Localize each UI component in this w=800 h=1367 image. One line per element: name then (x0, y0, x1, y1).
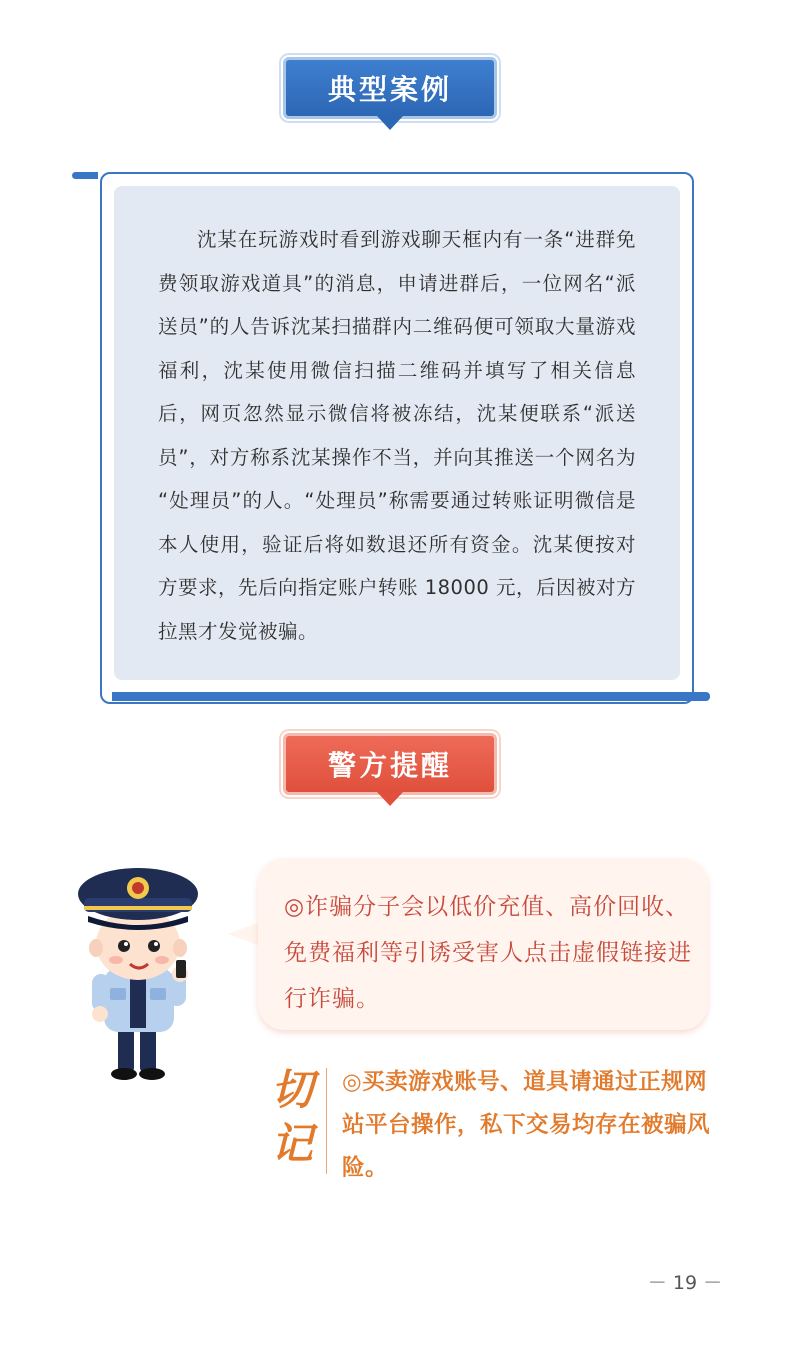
police-title: 警方提醒 (327, 749, 452, 782)
reminder-bubble-text: ◎诈骗分子会以低价充值、高价回收、免费福利等引诱受害人点击虚假链接进行诈骗。 (284, 894, 692, 1012)
qieji-char-2: 记 (270, 1119, 313, 1168)
case-frame-accent-bottom (112, 692, 710, 701)
page-number: － 19 － (647, 1272, 723, 1294)
case-title: 典型案例 (327, 73, 452, 106)
qieji-text: ◎买卖游戏账号、道具请通过正规网站平台操作，私下交易均存在被骗风险。 (342, 1069, 711, 1181)
case-title-badge (283, 57, 497, 119)
bubble-tail (228, 922, 260, 946)
police-title-badge (283, 733, 497, 795)
case-body-text: 沈某在玩游戏时看到游戏聊天框内有一条“进群免费领取游戏道具”的消息，申请进群后，一位网名“派送员”的人告诉沈某扫描群内二维码便可领取大量游戏福利，沈某使用微信扫描二维码并填写了相关信息后，网页忽然显示微信将被冻结，沈某便联系“派送员”，对方称系沈某操作不当，并向其推送一个网名为 “处理员”的人。“处理员”称需要通过转账证明微信是本人使用，验证后将如数退还所有资金。沈某便按对方要求，先后向指定账户转账 18000 元，后因被对方拉黑才发觉被骗。 (158, 228, 636, 643)
qieji-char-1: 切 (270, 1065, 313, 1114)
qieji-divider (326, 1068, 327, 1174)
police-officer-icon (66, 864, 216, 1084)
case-frame-accent-top (72, 172, 98, 179)
